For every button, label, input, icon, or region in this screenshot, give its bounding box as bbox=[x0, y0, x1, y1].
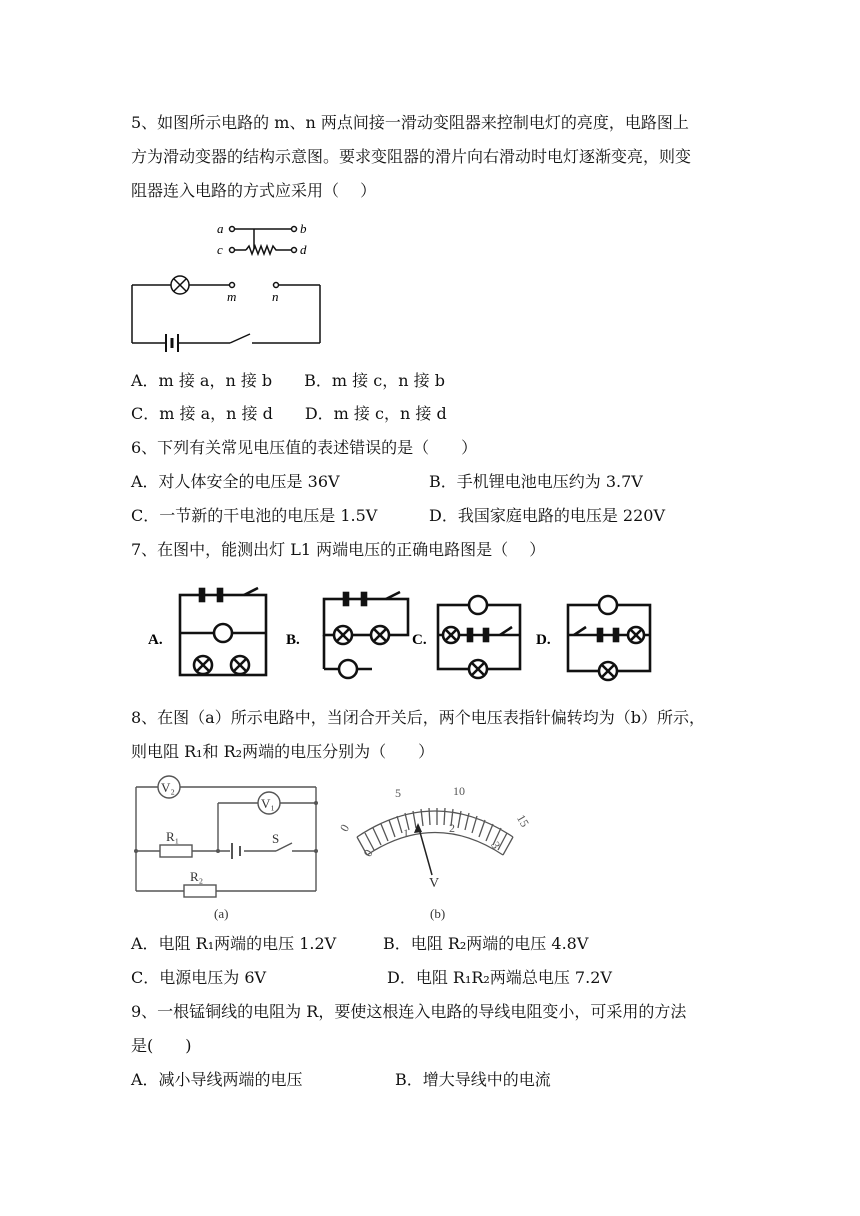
q8-r2-label: R₂ bbox=[190, 869, 204, 884]
q9-stem-line1: 9、一根锰铜线的电阻为 R，要使这根连入电路的导线电阻变小，可采用的方法 bbox=[131, 1002, 687, 1021]
q5-options-row1: A．m 接 a，n 接 b B．m 接 c，n 接 b bbox=[131, 371, 445, 390]
q7-circuit-options-figure bbox=[148, 585, 668, 690]
q8-option-d: D．电阻 R₁R₂两端总电压 7.2V bbox=[387, 968, 612, 987]
label-d: d bbox=[300, 242, 307, 257]
q7-label-a: A. bbox=[148, 632, 163, 648]
q8-s-label: S bbox=[272, 831, 280, 846]
q8-v1-label: V₁ bbox=[261, 796, 275, 811]
q6-option-b: B．手机锂电池电压约为 3.7V bbox=[429, 472, 643, 491]
q9-stem-line2: 是( ) bbox=[131, 1036, 192, 1055]
label-c: c bbox=[217, 242, 223, 257]
q8-r1-label: R₁ bbox=[166, 829, 180, 844]
q8-v2-label: V₂ bbox=[161, 780, 175, 795]
q8-figure-a bbox=[126, 773, 326, 923]
q7-stem: 7、在图中，能测出灯 L1 两端电压的正确电路图是（ ） bbox=[131, 540, 546, 559]
dial-outer-5: 5 bbox=[395, 786, 401, 800]
q8-caption-a: (a) bbox=[214, 906, 229, 921]
q5-stem-line3: 阻器连入电路的方式应采用（ ） bbox=[131, 181, 377, 200]
q6-option-a: A．对人体安全的电压是 36V bbox=[131, 472, 340, 491]
q8-stem-line1: 8、在图（a）所示电路中，当闭合开关后，两个电压表指针偏转均为（b）所示， bbox=[131, 708, 705, 727]
dial-outer-10: 10 bbox=[453, 784, 465, 798]
q7-label-b: B. bbox=[286, 632, 300, 648]
dial-inner-0: 0 bbox=[360, 846, 376, 860]
q9-option-b: B．增大导线中的电流 bbox=[395, 1070, 551, 1089]
dial-outer-0: 0 bbox=[336, 821, 353, 834]
q5-stem-line1: 5、如图所示电路的 m、n 两点间接一滑动变阻器来控制电灯的亮度，电路图上 bbox=[131, 113, 689, 132]
q6-option-c: C．一节新的干电池的电压是 1.5V bbox=[131, 506, 378, 525]
q5-circuit-figure bbox=[126, 215, 326, 360]
q8-figure-b-voltmeter-dial bbox=[335, 775, 535, 925]
q6-option-d: D．我国家庭电路的电压是 220V bbox=[429, 506, 666, 525]
label-a: a bbox=[217, 221, 224, 236]
q8-caption-b: (b) bbox=[430, 906, 446, 921]
q6-stem: 6、下列有关常见电压值的表述错误的是（ ） bbox=[131, 438, 478, 457]
q7-label-c: C. bbox=[412, 632, 427, 648]
label-n: n bbox=[272, 289, 279, 304]
dial-inner-3: 3 bbox=[488, 839, 504, 852]
dial-outer-15: 15 bbox=[513, 812, 532, 830]
q8-stem-line2: 则电阻 R₁和 R₂两端的电压分别为（ ） bbox=[131, 742, 435, 761]
q5-options-row2: C．m 接 a，n 接 d D．m 接 c，n 接 d bbox=[131, 404, 447, 423]
dial-inner-1: 1 bbox=[403, 826, 409, 840]
q8-option-a: A．电阻 R₁两端的电压 1.2V bbox=[131, 934, 337, 953]
dial-inner-2: 2 bbox=[449, 821, 455, 835]
dial-unit: V bbox=[429, 876, 440, 891]
q5-stem-line2: 方为滑动变器的结构示意图。要求变阻器的滑片向右滑动时电灯逐渐变亮，则变 bbox=[131, 147, 692, 166]
label-b: b bbox=[300, 221, 307, 236]
q9-option-a: A．减小导线两端的电压 bbox=[131, 1070, 303, 1089]
q8-option-c: C．电源电压为 6V bbox=[131, 968, 267, 987]
label-m: m bbox=[227, 289, 237, 304]
q8-option-b: B．电阻 R₂两端的电压 4.8V bbox=[383, 934, 589, 953]
q7-label-d: D. bbox=[536, 632, 551, 648]
